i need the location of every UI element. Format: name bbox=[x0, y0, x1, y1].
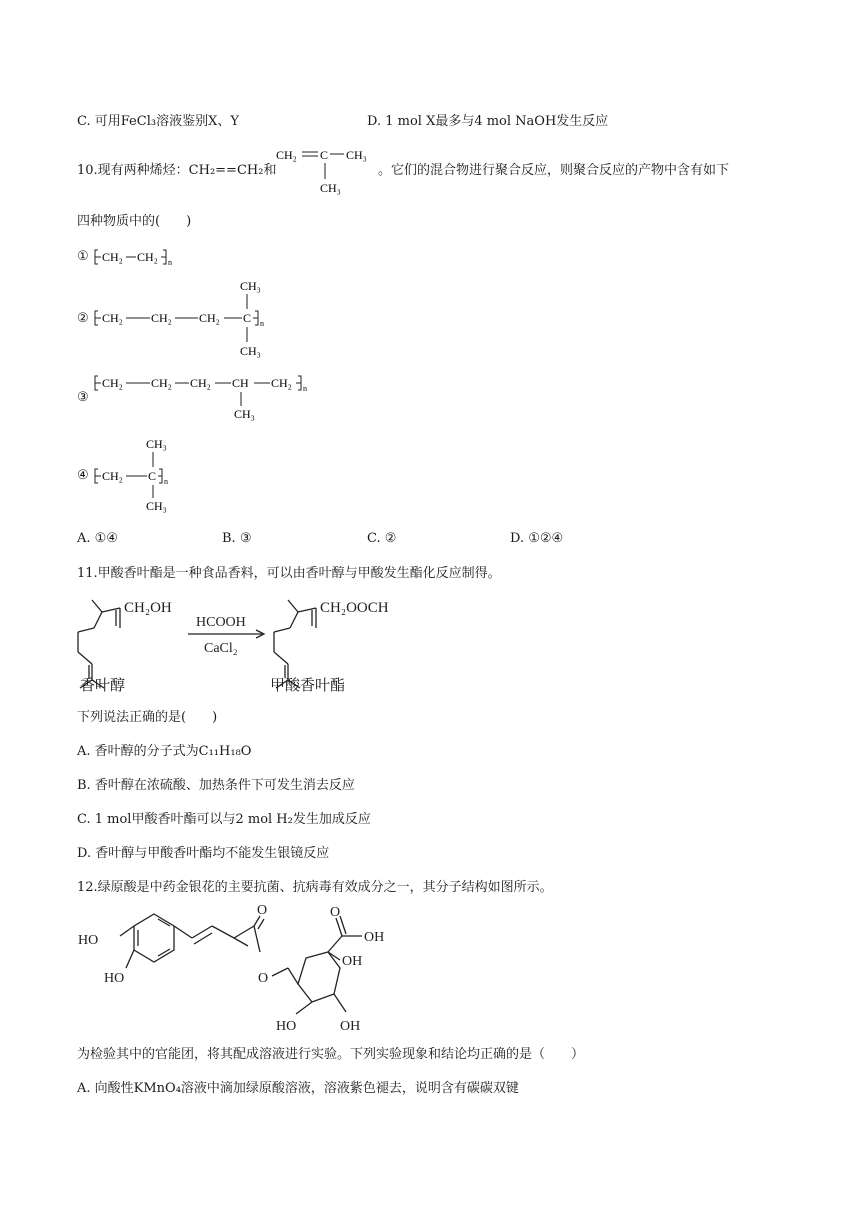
svg-text:CH₂: CH₂ bbox=[102, 250, 123, 264]
svg-text:n: n bbox=[260, 319, 264, 328]
q10-option-a: A. ①④ bbox=[77, 531, 118, 546]
svg-text:CH: CH bbox=[232, 376, 249, 390]
svg-text:CH₂: CH₂ bbox=[199, 311, 220, 325]
svg-text:CH₃: CH₃ bbox=[346, 148, 367, 162]
svg-text:CH₂: CH₂ bbox=[151, 376, 172, 390]
q10-option-b: B. ③ bbox=[222, 531, 252, 546]
svg-text:O: O bbox=[330, 905, 341, 920]
svg-text:CH₃: CH₃ bbox=[240, 344, 261, 358]
svg-text:n: n bbox=[303, 384, 307, 393]
svg-text:CH₂: CH₂ bbox=[102, 376, 123, 390]
isobutylene-structure bbox=[276, 143, 380, 195]
q12-question: 为检验其中的官能团，将其配成溶液进行实验。下列实验现象和结论均正确的是（ ） bbox=[77, 1047, 585, 1062]
svg-text:CH₂: CH₂ bbox=[102, 469, 123, 483]
svg-text:OH: OH bbox=[340, 1019, 361, 1034]
q9-option-c: C. 可用FeCl₃溶液鉴别X、Y bbox=[77, 114, 239, 129]
q9-option-d: D. 1 mol X最多与4 mol NaOH发生反应 bbox=[367, 114, 609, 129]
svg-text:C: C bbox=[148, 469, 157, 483]
svg-text:CH₂: CH₂ bbox=[190, 376, 211, 390]
svg-text:OH: OH bbox=[364, 930, 385, 945]
svg-text:CH₃: CH₃ bbox=[234, 407, 255, 421]
q10-mark-4: ④ bbox=[77, 468, 89, 483]
q11-question: 下列说法正确的是( ) bbox=[77, 710, 218, 725]
reagent-top: HCOOH bbox=[196, 615, 246, 630]
svg-text:O: O bbox=[257, 903, 268, 918]
svg-text:HO: HO bbox=[104, 971, 125, 986]
q11-option-a: A. 香叶醇的分子式为C₁₁H₁₈O bbox=[77, 744, 252, 759]
q11-option-c: C. 1 mol甲酸香叶酯可以与2 mol H₂发生加成反应 bbox=[77, 812, 371, 827]
polymer-structure-1 bbox=[92, 246, 182, 268]
svg-text:O: O bbox=[258, 971, 269, 986]
q11-option-d: D. 香叶醇与甲酸香叶酯均不能发生银镜反应 bbox=[77, 846, 330, 861]
reagent-bottom: CaCl₂ bbox=[204, 641, 238, 656]
svg-text:CH₃: CH₃ bbox=[240, 279, 261, 293]
q10-stem-part2: 。它们的混合物进行聚合反应，则聚合反应的产物中含有如下 bbox=[378, 163, 730, 178]
svg-text:HO: HO bbox=[276, 1019, 297, 1034]
svg-text:C: C bbox=[243, 311, 252, 325]
svg-text:n: n bbox=[164, 477, 168, 486]
q10-mark-1: ① bbox=[77, 249, 89, 264]
q10-mark-2: ② bbox=[77, 311, 89, 326]
chlorogenic-acid-structure bbox=[74, 902, 404, 1038]
polymer-structure-4 bbox=[92, 434, 202, 516]
polymer-structure-3 bbox=[92, 370, 322, 424]
geranyl-formate-name: 甲酸香叶酯 bbox=[270, 676, 346, 694]
q11-stem: 11.甲酸香叶酯是一种食品香料，可以由香叶醇与甲酸发生酯化反应制得。 bbox=[77, 566, 501, 581]
q12-stem: 12.绿原酸是中药金银花的主要抗菌、抗病毒有效成分之一，其分子结构如图所示。 bbox=[77, 880, 553, 895]
right-group-label: CH₂OOCH bbox=[320, 600, 389, 616]
q10-stem-part3: 四种物质中的( ) bbox=[77, 214, 192, 229]
svg-text:HO: HO bbox=[78, 933, 99, 948]
left-group-label: CH₂OH bbox=[124, 600, 172, 616]
polymer-structure-2 bbox=[92, 276, 292, 362]
q10-option-c: C. ② bbox=[367, 531, 397, 546]
svg-text:CH₃: CH₃ bbox=[146, 499, 167, 513]
q10-stem-part1: 10.现有两种烯烃：CH₂==CH₂和 bbox=[77, 163, 277, 178]
q12-option-a: A. 向酸性KMnO₄溶液中滴加绿原酸溶液，溶液紫色褪去，说明含有碳碳双键 bbox=[77, 1081, 519, 1096]
svg-text:CH₃: CH₃ bbox=[320, 181, 341, 195]
svg-text:CH₂: CH₂ bbox=[271, 376, 292, 390]
svg-text:CH₂: CH₂ bbox=[151, 311, 172, 325]
svg-text:n: n bbox=[168, 258, 172, 267]
q10-mark-3: ③ bbox=[77, 390, 89, 405]
geraniol-name: 香叶醇 bbox=[80, 676, 126, 694]
q11-option-b: B. 香叶醇在浓硫酸、加热条件下可发生消去反应 bbox=[77, 778, 355, 793]
svg-text:C: C bbox=[320, 148, 329, 162]
svg-text:CH₂: CH₂ bbox=[276, 148, 297, 162]
svg-text:OH: OH bbox=[342, 954, 363, 969]
svg-text:CH₃: CH₃ bbox=[146, 437, 167, 451]
svg-text:CH₂: CH₂ bbox=[102, 311, 123, 325]
svg-text:CH₂: CH₂ bbox=[137, 250, 158, 264]
q10-option-d: D. ①②④ bbox=[510, 531, 564, 546]
